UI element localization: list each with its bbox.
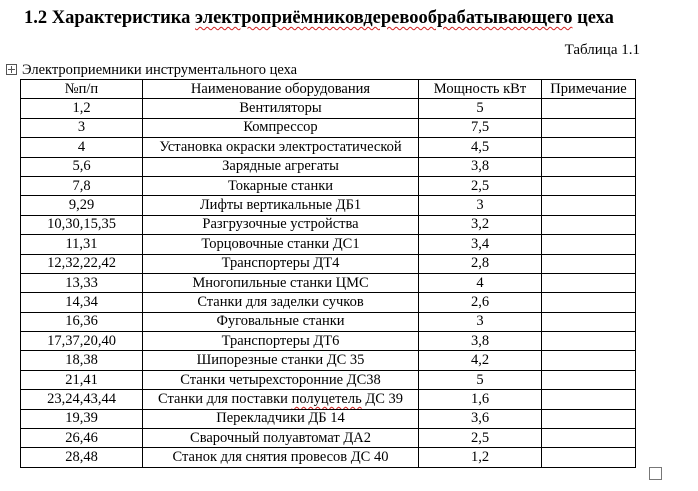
table-move-handle-icon[interactable]: [6, 64, 17, 75]
cell-number: 23,24,43,44: [21, 390, 143, 409]
cell-number: 19,39: [21, 409, 143, 428]
table-row: [21, 176, 636, 195]
cell-name: Шипорезные станки ДС 35: [143, 351, 419, 370]
table-row: [21, 99, 636, 118]
table-row: [21, 332, 636, 351]
cell-name: Установка окраски электростатической: [143, 138, 419, 157]
cell-power: 4: [419, 273, 542, 292]
heading-word-last: цеха: [577, 8, 614, 28]
cell-number: 12,32,22,42: [21, 254, 143, 273]
cell-name: Станки четырехсторонние ДС38: [143, 370, 419, 389]
cell-note: [542, 448, 636, 467]
cell-power: 7,5: [419, 118, 542, 137]
cell-note: [542, 273, 636, 292]
table-row: [21, 370, 636, 389]
table-row: [21, 138, 636, 157]
section-heading: [24, 8, 614, 29]
cell-name: Лифты вертикальные ДБ1: [143, 196, 419, 215]
cell-name: Многопильные станки ЦМС: [143, 273, 419, 292]
cell-note: [542, 429, 636, 448]
cell-power: 4,2: [419, 351, 542, 370]
cell-name: Компрессор: [143, 118, 419, 137]
table-row: [21, 157, 636, 176]
cell-number: 26,46: [21, 429, 143, 448]
header-number: №п/п: [21, 80, 143, 99]
cell-power: 3,8: [419, 157, 542, 176]
cell-number: 16,36: [21, 312, 143, 331]
table-row: [21, 429, 636, 448]
cell-name: Транспортеры ДТ4: [143, 254, 419, 273]
table-row: [21, 409, 636, 428]
cell-number: 21,41: [21, 370, 143, 389]
cell-power: 5: [419, 370, 542, 389]
cell-number: 17,37,20,40: [21, 332, 143, 351]
header-name: Наименование оборудования: [143, 80, 419, 99]
cell-note: [542, 254, 636, 273]
table-row: [21, 254, 636, 273]
cell-power: 4,5: [419, 138, 542, 157]
table-row: [21, 390, 636, 409]
cell-power: 3: [419, 196, 542, 215]
cell-number: 14,34: [21, 293, 143, 312]
cell-name: Станки для заделки сучков: [143, 293, 419, 312]
cell-name: Транспортеры ДТ6: [143, 332, 419, 351]
cell-name: Сварочный полуавтомат ДА2: [143, 429, 419, 448]
cell-number: 5,6: [21, 157, 143, 176]
cell-name: Станок для снятия провесов ДС 40: [143, 448, 419, 467]
cell-name: Фуговальные станки: [143, 312, 419, 331]
cell-power: 3,2: [419, 215, 542, 234]
table-row: [21, 273, 636, 292]
cell-power: 1,2: [419, 448, 542, 467]
equipment-table: [20, 79, 636, 468]
cell-power: 3,6: [419, 409, 542, 428]
header-note: Примечание: [542, 80, 636, 99]
cell-number: 11,31: [21, 235, 143, 254]
cell-number: 28,48: [21, 448, 143, 467]
cell-note: [542, 196, 636, 215]
cell-note: [542, 312, 636, 331]
cell-note: [542, 293, 636, 312]
table-row: [21, 448, 636, 467]
cell-number: 13,33: [21, 273, 143, 292]
cell-number: 7,8: [21, 176, 143, 195]
table-row: [21, 351, 636, 370]
table-resize-handle-icon[interactable]: [649, 467, 662, 480]
cell-note: [542, 370, 636, 389]
cell-number: 3: [21, 118, 143, 137]
table-header-row: [21, 80, 636, 99]
cell-name: Торцовочные станки ДС1: [143, 235, 419, 254]
cell-power: 2,5: [419, 176, 542, 195]
cell-number: 4: [21, 138, 143, 157]
cell-name: Зарядные агрегаты: [143, 157, 419, 176]
table-row: [21, 312, 636, 331]
cell-note: [542, 138, 636, 157]
cell-note: [542, 176, 636, 195]
table-row: [21, 196, 636, 215]
table-row: [21, 293, 636, 312]
cell-power: 5: [419, 99, 542, 118]
cell-name: Разгрузочные устройства: [143, 215, 419, 234]
cell-power: 1,6: [419, 390, 542, 409]
cell-name: Перекладчики ДБ 14: [143, 409, 419, 428]
cell-power: 2,5: [419, 429, 542, 448]
cell-note: [542, 409, 636, 428]
cell-number: 1,2: [21, 99, 143, 118]
cell-number: 9,29: [21, 196, 143, 215]
cell-power: 3: [419, 312, 542, 331]
cell-number: 10,30,15,35: [21, 215, 143, 234]
section-number: 1.2: [24, 8, 48, 28]
cell-power: 2,6: [419, 293, 542, 312]
heading-word-1: Характеристика: [51, 8, 191, 28]
header-power: Мощность кВт: [419, 80, 542, 99]
cell-power: 2,8: [419, 254, 542, 273]
cell-note: [542, 332, 636, 351]
table-caption: Таблица 1.1: [564, 42, 640, 58]
cell-note: [542, 215, 636, 234]
cell-name: Токарные станки: [143, 176, 419, 195]
table-subtitle: Электроприемники инструментального цеха: [22, 62, 298, 78]
cell-note: [542, 351, 636, 370]
table-row: [21, 235, 636, 254]
spellcheck-underlined-word: электроприёмниковдеревообрабатывающего: [195, 8, 573, 28]
cell-power: 3,4: [419, 235, 542, 254]
cell-power: 3,8: [419, 332, 542, 351]
cell-number: 18,38: [21, 351, 143, 370]
cell-note: [542, 235, 636, 254]
cell-note: [542, 157, 636, 176]
table-row: [21, 215, 636, 234]
cell-note: [542, 390, 636, 409]
cell-note: [542, 99, 636, 118]
cell-note: [542, 118, 636, 137]
table-row: [21, 118, 636, 137]
cell-name: Вентиляторы: [143, 99, 419, 118]
cell-name: Станки для поставки полуцетель ДС 39: [143, 390, 419, 409]
